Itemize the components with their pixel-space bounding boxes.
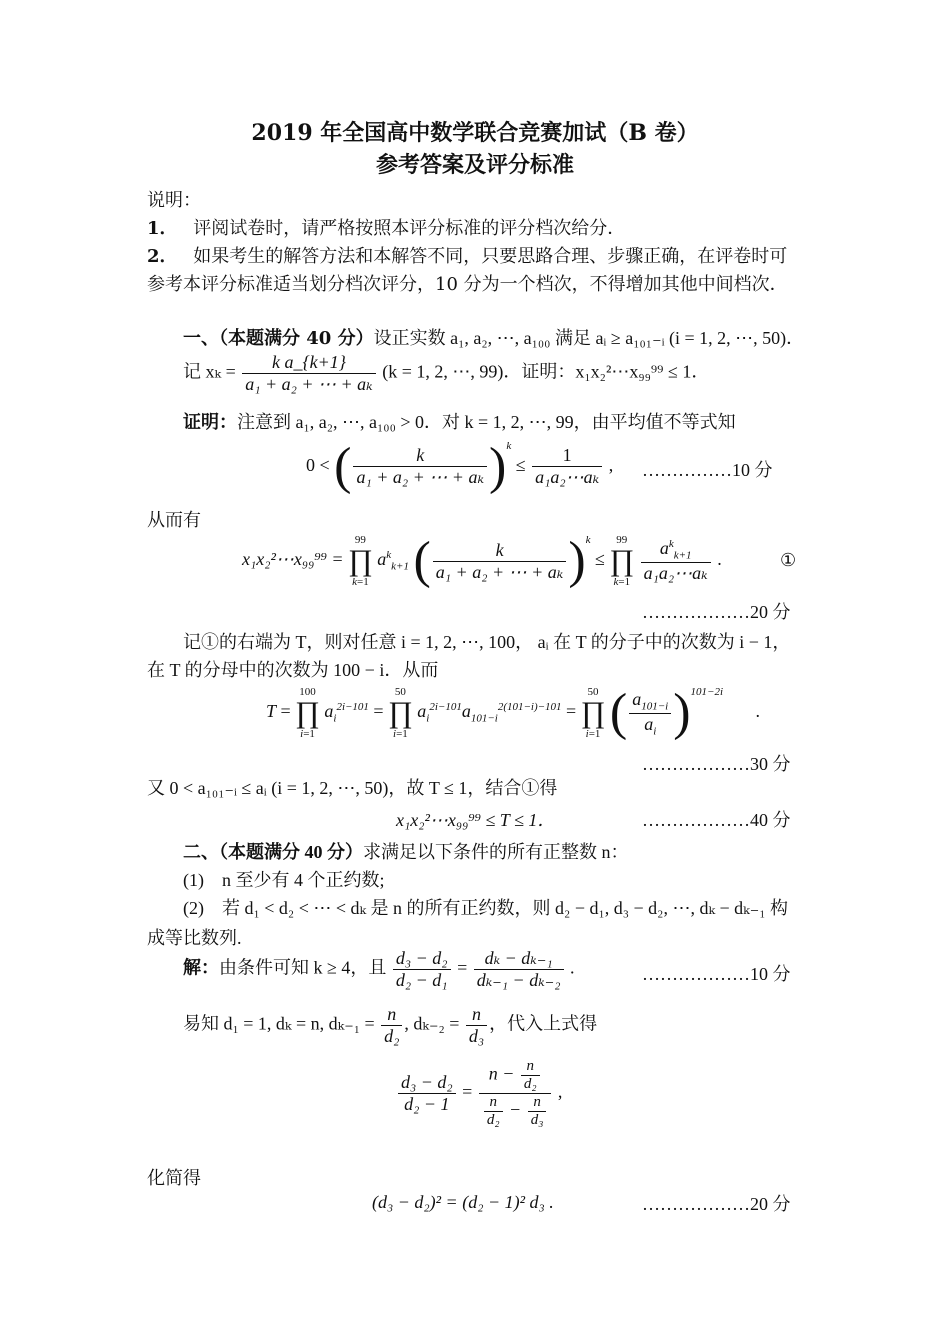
note-item-1-text: 评阅试卷时，请严格按照本评分标准的评分档次给分． <box>193 218 626 239</box>
ratio-fraction-right: $\frac{\text{dₖ − dₖ₋₁}}{\text{dₖ₋₁ − dₖ₋₂}}$ <box>474 948 564 991</box>
ineq1-numerator: k <box>353 445 487 467</box>
note-item-2-cont: 参考本评分标准适当划分档次评分，10 分为一个档次，不得增加其他中间档次． <box>147 274 788 295</box>
problem1-statement <box>183 324 804 350</box>
left-paren: ( <box>413 532 431 589</box>
note-item-2-num: 2． <box>147 246 178 267</box>
score-30: ………………30 分 <box>642 754 791 774</box>
condition-2-cont: 成等比数列. <box>147 928 242 948</box>
note-item-2 <box>147 242 787 268</box>
eq1-lhs: x₁x₂²⋯x₉₉⁹⁹ = <box>242 549 344 570</box>
problem1-heading: 一、（本题满分 40 分） <box>183 328 374 349</box>
product-symbol: 50 ∏ i=1 <box>580 686 606 740</box>
score-10: ……………10 分 <box>642 460 773 480</box>
simplified-result: (d₃ − d₂)² = (d₂ − 1)² d₃ . <box>372 1192 554 1212</box>
solution-line-2-post: ，代入上式得 <box>489 1013 598 1034</box>
right-paren: ) <box>673 684 691 741</box>
solution-line-1-text: 由条件可知 k ≥ 4，且 <box>219 957 387 978</box>
ineq1-lhs: 0 < <box>306 455 330 475</box>
T-fraction: $\frac{a_{101-i}}{a_i}$ <box>629 689 671 737</box>
condition-1: (1) n 至少有 4 个正约数; <box>183 870 385 890</box>
definition-denominator: a₁ + a₂ + ⋯ + aₖ <box>245 374 373 394</box>
ineq1-fraction <box>353 445 487 488</box>
page-title: 2019 年全国高中数学联合竞赛加试（B 卷） <box>251 120 699 146</box>
ratio-fraction-left: $\frac{\text{d₃ − d₂}}{\text{d₂ − d₁}}$ <box>393 948 451 991</box>
paragraph-3: 又 0 < a₁₀₁₋ᵢ ≤ aᵢ (i = 1, 2, ⋯, 50)，故 T ≤ 1，结合①得 <box>147 778 558 798</box>
definition-lhs: 记 xₖ = <box>183 361 236 382</box>
definition-fraction <box>242 352 376 395</box>
note-item-1 <box>147 214 625 240</box>
solution-line-2 <box>183 1004 597 1047</box>
definition-numerator: k a_{k+1} <box>242 352 376 374</box>
paragraph-2-cont: 在 T 的分母中的次数为 100 − i．从而 <box>147 660 439 680</box>
ineq1-denominator: a₁ + a₂ + ⋯ + aₖ <box>356 467 485 488</box>
final-inequality: x₁x₂²⋯x₉₉⁹⁹ ≤ T ≤ 1． <box>396 810 556 830</box>
definition-rhs: (k = 1, 2, ⋯, 99)．证明：x₁x₂²⋯x₉₉⁹⁹ ≤ 1． <box>382 361 710 382</box>
problem2-statement-text: 求满足以下条件的所有正整数 n： <box>363 842 629 862</box>
problem1-statement-text: 设正实数 a₁, a₂, ⋯, a₁₀₀ 满足 aᵢ ≥ a₁₀₁₋ᵢ (i = 1, 2, ⋯, 50)． <box>373 328 805 348</box>
solution-label: 解： <box>183 957 219 978</box>
score-40: ………………40 分 <box>642 810 791 830</box>
problem2-heading: 二、（本题满分 40 分） <box>183 842 363 862</box>
problem2-statement <box>183 838 629 864</box>
proof-intro <box>183 408 736 434</box>
score-20: ………………20 分 <box>642 602 791 622</box>
right-paren: ) <box>489 437 507 495</box>
product-symbol: 99 ∏ k=1 <box>348 534 373 588</box>
product-symbol: 99 ∏ k=1 <box>609 534 635 588</box>
thus-text: 从而有 <box>147 510 201 531</box>
equation-number-1: ① <box>780 550 797 571</box>
proof-label: 证明： <box>183 412 237 432</box>
substituted-equation: $\frac{\text{d₃ − d₂}}{\text{d₂ − 1}}$ = n − $\frac{n}{\text{d₂}}$ $\frac{n}{\text{d₂}}$ − $\frac{n}{\text{d₃}}$ , <box>396 1058 562 1129</box>
paragraph-2: 记①的右端为 T，则对任意 i = 1, 2, ⋯, 100， aᵢ 在 T 的分子中的次数为 i − 1， <box>183 632 791 652</box>
simplify-text: 化简得 <box>147 1168 201 1189</box>
solution-line-1: 解：由条件可知 k ≥ 4，且 $\frac{\text{d₃ − d₂}}{\text{d₂ − d₁}}$ = $\frac{\text{dₖ − dₖ₋₁}}{\text{dₖ₋₁ − dₖ₋₂}}$ . <box>183 948 575 990</box>
n-over-d2: $\frac{n}{\text{d₂}}$ <box>381 1004 402 1047</box>
left-paren: ( <box>609 684 628 741</box>
note-item-1-num: 1． <box>147 218 178 239</box>
ineq1-rhs-denominator: a₁a₂⋯aₖ <box>535 467 600 488</box>
ineq1-exponent: k <box>506 440 512 452</box>
score-p2-10: ………………10 分 <box>642 964 791 984</box>
problem1-definition <box>183 352 709 395</box>
equation-T: T = 100 ∏ i=1 $a_i^{2i-101} = 50$ ∏ i=1 $a_i^{2i-101}a_{101-i}^{2(101-i)-101} = 50$ ∏ i=1 ( $\frac{a_{101-i}}{a_i}$ )$^{101-2i}$ . <box>266 684 761 741</box>
equation-1: x₁x₂²⋯x₉₉⁹⁹ = 99 ∏ k=1 $a^k_{k+1}$ ( $\frac{k}{\text{a₁ + a₂ + ⋯ + aₖ}}$ )$^k$ ≤ 99 ∏ k=1 $\frac{a^k_{k+1}}{\text{a₁a₂⋯aₖ}}$ . <box>242 532 722 589</box>
notes-heading: 说明： <box>147 190 201 211</box>
condition-2: (2) 若 d₁ < d₂ < ⋯ < dₖ 是 n 的所有正约数，则 d₂ − d₁, d₃ − d₂, ⋯, dₖ − dₖ₋₁ 构 <box>183 898 789 918</box>
product-symbol: 50 ∏ i=1 <box>388 686 413 740</box>
eq1-fraction: $\frac{k}{\text{a₁ + a₂ + ⋯ + aₖ}}$ <box>433 540 567 583</box>
solution-line-2-mid: , dₖ₋₂ = <box>404 1013 460 1034</box>
ineq1-rhs-numerator: 1 <box>532 445 602 467</box>
eq1-rhs-fraction: $\frac{a^k_{k+1}}{\text{a₁a₂⋯aₖ}}$ <box>641 538 711 584</box>
solution-line-2-pre: 易知 d₁ = 1, dₖ = n, dₖ₋₁ = <box>183 1013 375 1034</box>
page-subtitle: 参考答案及评分标准 <box>375 152 574 178</box>
n-over-d3: $\frac{n}{\text{d₃}}$ <box>466 1004 487 1047</box>
product-symbol: 100 ∏ i=1 <box>295 686 320 740</box>
proof-intro-text: 注意到 a₁, a₂, ⋯, a₁₀₀ > 0．对 k = 1, 2, ⋯, 99，由平均值不等式知 <box>237 412 736 432</box>
left-paren: ( <box>334 437 352 495</box>
note-item-2-text: 如果考生的解答方法和本解答不同，只要思路合理、步骤正确，在评卷时可 <box>193 246 788 267</box>
inequality-1: 0 < ( $\frac{k}{\text{a₁ + a₂ + ⋯ + aₖ}}$ )$^k$ ≤ $\frac{1}{\text{a₁a₂⋯aₖ}}$ , <box>306 437 614 495</box>
ineq1-rhs-fraction <box>532 445 602 488</box>
score-p2-20: ………………20 分 <box>642 1194 791 1214</box>
right-paren: ) <box>568 532 586 589</box>
